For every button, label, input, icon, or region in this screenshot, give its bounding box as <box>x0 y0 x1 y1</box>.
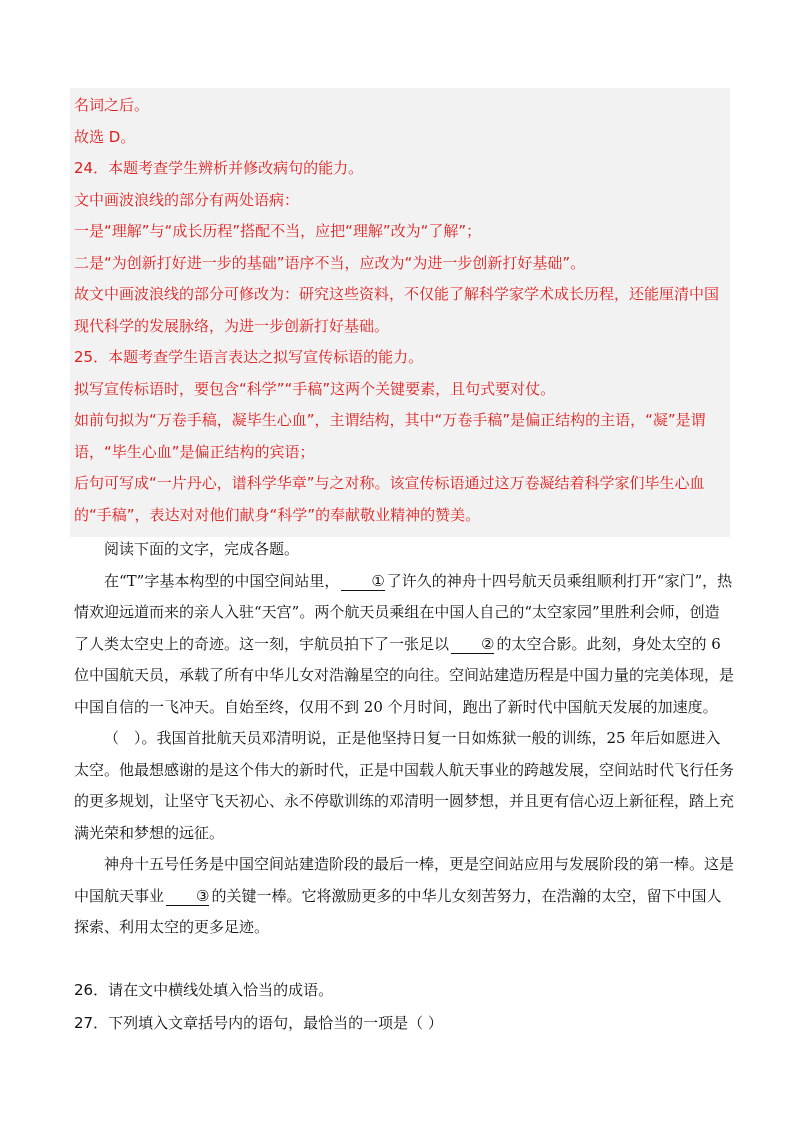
answer-line: 文中画波浪线的部分有两处语病： <box>74 190 300 209</box>
answer-line: 故文中画波浪线的部分可修改为：研究这些资料，不仅能了解科学家学术成长历程，还能厘清中国现代科学的发展脉络，为进一步创新打好基础。 <box>74 285 720 335</box>
passage-text: 了许久的神舟十四号航天员乘组顺利打开“家门”，热情欢迎远道而来的亲人入驻“天宫”。两个航天员乘组在中国人自己的“太空家园”里胜利会师，创造了人类太空史上的奇迹。这一刻，宇航员拍下了一张足以 <box>74 571 733 653</box>
reading-intro: 阅读下面的文字，完成各题。 <box>104 540 300 558</box>
passage-paragraph-1 <box>74 566 734 724</box>
answer-line: 25．本题考查学生语言表达之拟写宣传标语的能力。 <box>74 348 424 366</box>
passage-text: 神舟十五号任务是中国空间站建造阶段的最后一棒，更是空间站应用与发展阶段的第一棒。这是中国航天事业 <box>74 855 735 905</box>
answer-line: 故选 D。 <box>74 127 136 146</box>
answer-line: 如前句拟为“万卷手稿，凝毕生心血”，主谓结构，其中“万卷手稿”是偏正结构的主语，“凝”是谓语，“毕生心血”是偏正结构的宾语； <box>74 411 706 461</box>
answer-line: 名词之后。 <box>74 96 150 114</box>
passage-paragraph-2: （ ）。我国首批航天员邓清明说，正是他坚持日复一日如炼狱一般的训练，25 年后如愿进入太空。他最想感谢的是这个伟大的新时代，正是中国载人航天事业的跨越发展，空间站时代飞行任务的更多规划，让坚守飞天初心、永不停歇训练的邓清明一圆梦想，并且更有信心迈上新征程，踏上充满光荣和梦想的远征。 <box>74 729 735 842</box>
blank-3: ③ <box>166 887 209 906</box>
passage-text: 在“T”字基本构型的中国空间站里， <box>104 571 340 590</box>
answer-line: 拟写宣传标语时，要包含“科学”“手稿”这两个关键要素，且句式要对仗。 <box>74 379 556 398</box>
answer-line: 二是“为创新打好进一步的基础”语序不当，应改为“为进一步创新打好基础”。 <box>74 253 586 272</box>
blank-1: ① <box>341 572 384 591</box>
question-27: 27．下列填入文章括号内的语句，最恰当的一项是（ ） <box>74 1014 443 1032</box>
answer-line: 一是“理解”与“成长历程”搭配不当，应把“理解”改为“了解”； <box>74 222 482 240</box>
answer-explanation-box <box>70 88 730 537</box>
passage-text: 的关键一棒。它将激励更多的中华儿女刻苦努力，在浩瀚的太空，留下中国人探索、利用太空的更多足迹。 <box>74 886 722 936</box>
answer-line: 24．本题考查学生辨析并修改病句的能力。 <box>74 159 364 177</box>
passage-text: 的太空合影。此刻，身处太空的 6 位中国航天员，承载了所有中华儿女对浩瀚星空的向往。空间站建造历程是中国力量的完美体现，是中国自信的一飞冲天。自始至终，仅用不到 20 个月时间，跑出了新时代中国航天发展的加速度。 <box>74 634 735 716</box>
blank-2: ② <box>451 635 494 654</box>
passage-paragraph-3 <box>74 849 734 944</box>
question-26: 26．请在文中横线处填入恰当的成语。 <box>74 981 334 999</box>
reading-passage <box>74 534 734 944</box>
answer-line: 后句可写成“一片丹心，谱科学华章”与之对称。该宣传标语通过这万卷凝结着科学家们毕生心血的“手稿”，表达对对他们献身“科学”的奉献敬业精神的赞美。 <box>74 474 705 524</box>
